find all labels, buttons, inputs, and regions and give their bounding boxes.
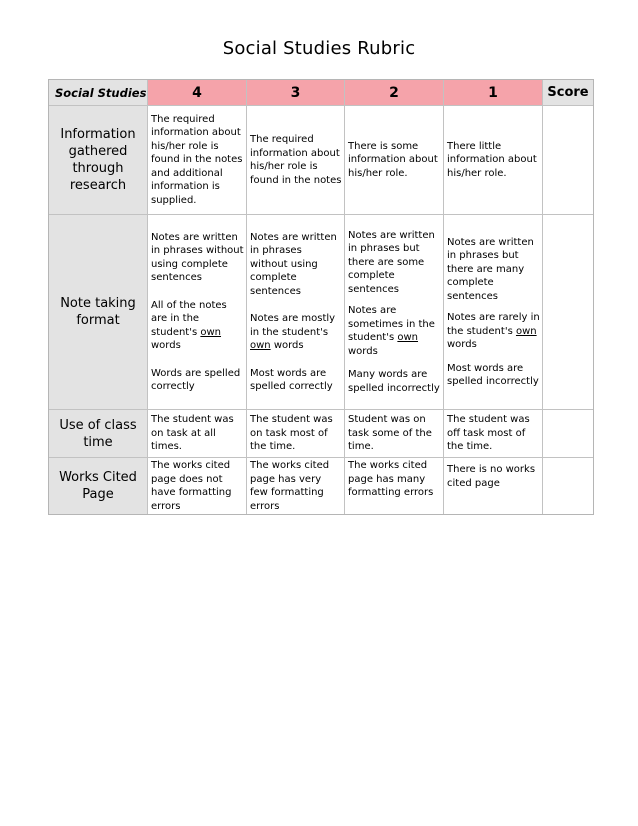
row-label-works-cited: Works Cited Page [49,458,148,514]
cell-paragraph: Notes are mostly in the student's own words [250,313,336,351]
cell-class-time-1: The student was off task most of the time. [444,410,543,458]
cell-works-cited-4: The works cited page does not have formatting errors [148,458,247,514]
score-cell-class-time[interactable] [543,410,593,458]
cell-information-1: There little information about his/her role. [444,106,543,215]
row-label-class-time: Use of class time [49,410,148,458]
cell-works-cited-1: There is no works cited page [444,458,543,514]
table-row [49,458,593,514]
cell-paragraph: Notes are written in phrases without using complete sentences [250,231,337,297]
header-level-1: 1 [444,80,543,106]
score-cell-works-cited[interactable] [543,458,593,514]
header-level-3: 3 [247,80,345,106]
cell-works-cited-2: The works cited page has many formatting errors [345,458,444,514]
header-score: Score [543,80,593,106]
row-label-note-taking: Note taking format [49,215,148,410]
cell-paragraph: Most words are spelled incorrectly [447,362,539,387]
cell-works-cited-3: The works cited page has very few formatting errors [247,458,345,514]
cell-note-taking-4 [148,215,247,410]
cell-paragraph: Notes are written in phrases but there are many complete sentences [447,236,534,302]
header-category: Social Studies [49,80,148,106]
cell-paragraph: Many words are spelled incorrectly [348,369,440,394]
cell-paragraph: Most words are spelled correctly [250,367,333,392]
cell-information-3: The required information about his/her role is found in the notes [247,106,345,215]
header-row [49,80,593,106]
row-label-information: Information gathered through research [49,106,148,215]
cell-note-taking-2 [345,215,444,410]
cell-information-4: The required information about his/her role is found in the notes and additional information is supplied. [148,106,247,215]
cell-paragraph: Notes are written in phrases without using complete sentences [151,231,244,283]
table-row [49,106,593,215]
cell-class-time-2: Student was on task some of the time. [345,410,444,458]
cell-paragraph: Notes are written in phrases but there are some complete sentences [348,229,435,295]
cell-note-taking-3 [247,215,345,410]
cell-note-taking-1 [444,215,543,410]
header-level-2: 2 [345,80,444,106]
cell-paragraph: Notes are sometimes in the student's own words [348,305,435,357]
cell-paragraph: Notes are rarely in the student's own words [447,312,540,350]
table-row [49,215,593,410]
cell-paragraph: All of the notes are in the student's own words [151,299,227,351]
cell-class-time-4: The student was on task at all times. [148,410,247,458]
cell-information-2: There is some information about his/her role. [345,106,444,215]
page-title: Social Studies Rubric [222,38,416,59]
cell-class-time-3: The student was on task most of the time. [247,410,345,458]
cell-paragraph: Words are spelled correctly [151,367,241,392]
score-cell-information[interactable] [543,106,593,215]
score-cell-note-taking[interactable] [543,215,593,410]
rubric-table [48,79,594,515]
header-level-4: 4 [148,80,247,106]
table-row [49,410,593,458]
